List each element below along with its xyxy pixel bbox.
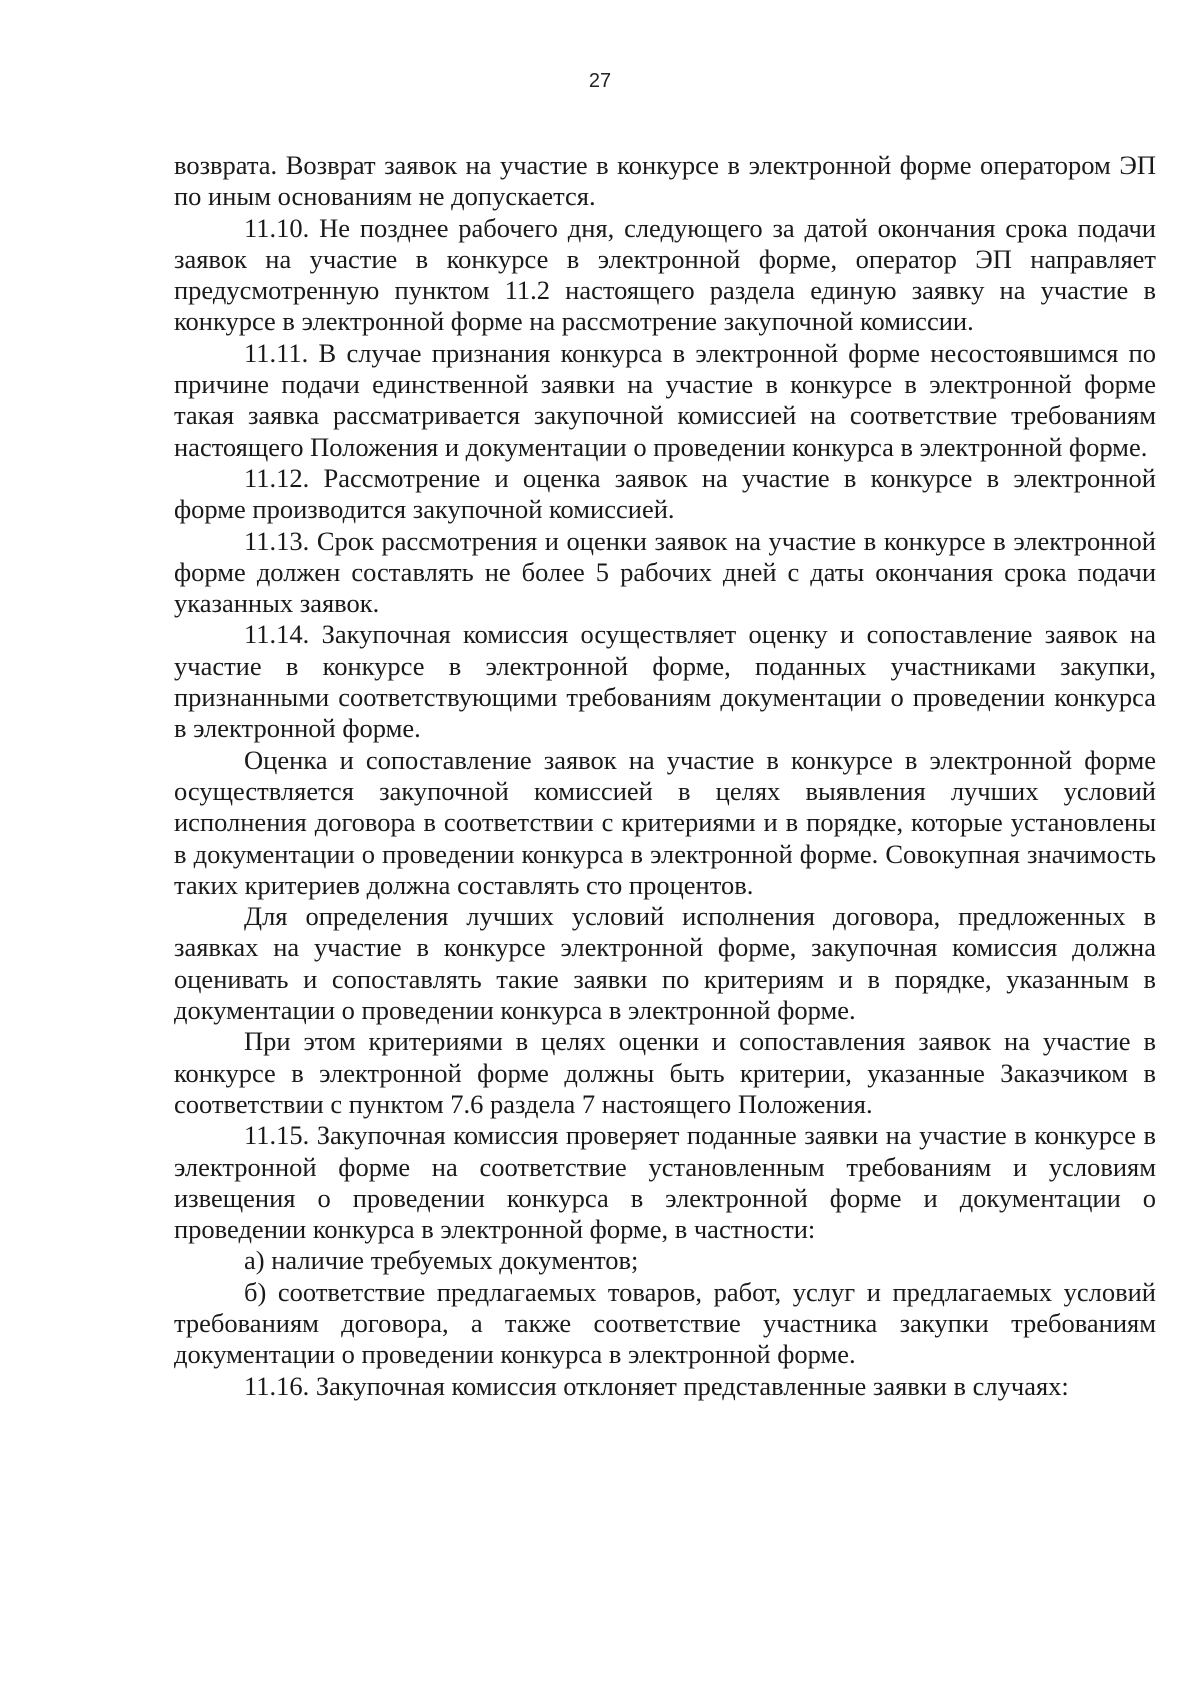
paragraph-continuation: возврата. Возврат заявок на участие в конкурсе в электронной форме оператором ЭП по иным основаниям не допускается. xyxy=(174,150,1156,212)
document-body xyxy=(174,150,1156,1402)
list-item-a: а) наличие требуемых документов; xyxy=(244,1245,639,1276)
paragraph-11-12: 11.12. Рассмотрение и оценка заявок на участие в конкурсе в электронной форме производится закупочной комиссией. xyxy=(174,462,1156,525)
paragraph-11-11: 11.11. В случае признания конкурса в электронной форме несостоявшимся по причине подачи единственной заявки на участие в конкурсе в электронной форме такая заявка рассматривается закупочной комиссией на соответствие требованиям настоящего Положения и документации о проведении конкурса в электронной форме. xyxy=(174,337,1156,462)
paragraph-11-15: 11.15. Закупочная комиссия проверяет поданные заявки на участие в конкурсе в электронной форме на соответствие установленным требованиям и условиям извещения о проведении конкурса в электронной форме и документации о проведении конкурса в электронной форме, в частности: xyxy=(174,1120,1156,1245)
paragraph-evaluation: Оценка и сопоставление заявок на участие в конкурсе в электронной форме осуществляется закупочной комиссией в целях выявления лучших условий исполнения договора в соответствии с критериями и в порядке, которые установлены в документации о проведении конкурса в электронной форме. Совокупная значимость таких критериев должна составлять сто процентов. xyxy=(174,744,1156,900)
paragraph-criteria: При этом критериями в целях оценки и сопоставления заявок на участие в конкурсе в электронной форме должны быть критерии, указанные Заказчиком в соответствии с пунктом 7.6 раздела 7 настоящего Положения. xyxy=(174,1026,1156,1119)
paragraph-11-14: 11.14. Закупочная комиссия осуществляет оценку и сопоставление заявок на участие в конкурсе в электронной форме, поданных участниками закупки, признанными соответствующими требованиям документации о проведении конкурса в электронной форме. xyxy=(174,619,1156,744)
paragraph-11-10: 11.10. Не позднее рабочего дня, следующего за датой окончания срока подачи заявок на участие в конкурсе в электронной форме, оператор ЭП направляет предусмотренную пунктом 11.2 настоящего раздела единую заявку на участие в конкурсе в электронной форме на рассмотрение закупочной комиссии. xyxy=(174,212,1156,337)
list-item-b: б) соответствие предлагаемых товаров, работ, услуг и предлагаемых условий требованиям договора, а также соответствие участника закупки требованиям документации о проведении конкурса в электронной форме. xyxy=(174,1276,1156,1370)
paragraph-11-16: 11.16. Закупочная комиссия отклоняет представленные заявки в случаях: xyxy=(244,1370,1069,1401)
page-number: 27 xyxy=(588,70,612,92)
paragraph-best-conditions: Для определения лучших условий исполнения договора, предложенных в заявках на участие в конкурсе электронной форме, закупочная комиссия должна оценивать и сопоставлять такие заявки по критериям и в порядке, указанным в документации о проведении конкурса в электронной форме. xyxy=(174,901,1156,1026)
paragraph-11-13: 11.13. Срок рассмотрения и оценки заявок на участие в конкурсе в электронной форме должен составлять не более 5 рабочих дней с даты окончания срока подачи указанных заявок. xyxy=(174,525,1156,619)
